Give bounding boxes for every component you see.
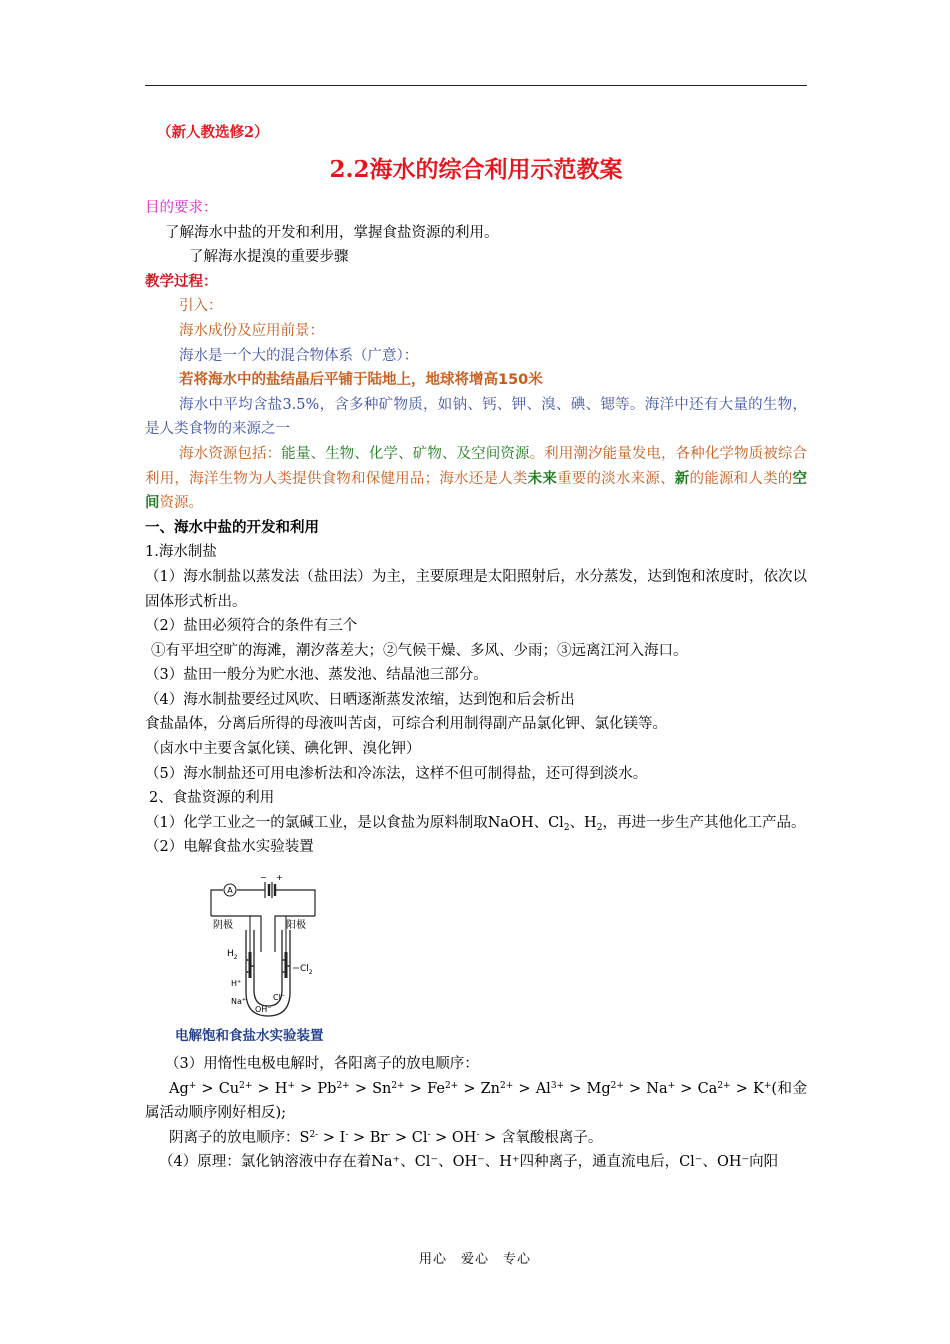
paragraph: （3）用惰性电极电解时，各阳离子的放电顺序： [165,1056,479,1073]
goals-heading: 目的要求： [145,200,218,216]
chlor-alkali-end: ，再进一步生产其他化工产品。 [602,814,806,831]
minerals-paragraph [145,393,807,442]
ammeter-label: A [227,886,233,896]
resources-list: 能量、生物、化学、矿物、及空间资源 [281,445,530,462]
resources-paragraph [145,442,807,516]
subsection-heading: 1.海水制盐 [145,544,217,561]
cation-series: $Ag^+ > Cu^{2+} > H^+ > Pb^{2+} > Sn^{2+} > Fe^{2+} > Zn^{2+} > Al^{3+} > Mg^{2+} > Na^+ > Ca^{2+} > K^+$ [169,1080,772,1097]
h-ion-label: H+ [231,979,242,989]
cation-order [145,1077,807,1126]
subsection-heading: 2、食盐资源的利用 [149,790,275,807]
paragraph: （3）盐田一般分为贮水池、蒸发池、结晶池三部分。 [145,667,488,684]
resources-future: 未来 [527,469,558,487]
cation-note: (和金属活动顺序刚好相反); [145,1080,808,1122]
resources-energy: 的能源和人类的 [689,470,793,487]
u-tube-outer [246,930,290,1016]
document-body [145,120,807,1175]
electrolysis-diagram [173,864,323,1024]
oh-ion-label: OH− [255,1005,272,1015]
paragraph: （4）海水制盐要经过风吹、日晒逐渐蒸发浓缩，达到饱和后会析出 [145,691,575,708]
figure-caption: 电解饱和食盐水实验装置 [175,1028,324,1045]
resources-water: 重要的淡水来源、 [557,470,675,487]
battery-minus: − [260,873,267,883]
edition-label: （新人教选修2） [157,124,269,141]
background-label: 海水成份及应用前景： [179,322,324,339]
chlor-alkali-h2: 、H [569,814,597,831]
paragraph: 食盐晶体，分离后所得的母液叫苦卤，可综合利用制得副产品氯化钾、氯化镁等。 [145,716,667,733]
paragraph: （1）化学工业之一的氯碱工业，是以食盐为原料制取NaOH、$Cl_2$、$H_2$，再进一步生产其他化工产品。 [145,814,806,833]
paragraph: ①有平坦空旷的海滩，潮汐落差大；②气候干燥、多风、少雨；③远离江河入海口。 [151,642,688,659]
resources-end: 资源。 [159,495,203,512]
anion-tail: > 含氧酸根离子。 [484,1129,603,1146]
page-title: 2.2海水的综合利用示范教案 [329,156,623,183]
cl2-label: $Cl_2$ [300,964,313,977]
anode-electrode [285,952,288,978]
header-rule [145,85,807,86]
goal-item: 了解海水中盐的开发和利用，掌握食盐资源的利用。 [165,224,499,241]
h2-label: $H_2$ [227,949,238,962]
paragraph: （5）海水制盐还可用电渗析法和冷冻法，这样不但可制得盐，还可得到淡水。 [145,765,648,782]
goal-item: 了解海水提溴的重要步骤 [189,249,349,266]
cathode-label: 阴极 [213,920,233,932]
intro-label: 引入： [179,298,223,315]
minerals-text: 海水中平均含盐3.5%，含多种矿物质，如钠、钙、钾、溴、碘、锶等。海洋中还有大量的生物，是人类食物的来源之一 [145,396,807,438]
process-heading: 教学过程： [145,272,218,290]
na-ion-label: Na+ [231,997,247,1007]
paragraph: （2）电解食盐水实验装置 [145,839,314,856]
salt-fact-text: 若将海水中的盐结晶后平铺于陆地上，地球将增高 [179,371,498,389]
chlor-alkali-text: （1）化学工业之一的氯碱工业，是以食盐为原料制取NaOH、Cl [145,814,564,831]
anion-label: 阴离子的放电顺序： [169,1129,300,1146]
paragraph: （卤水中主要含氯化镁、碘化钾、溴化钾） [145,741,421,758]
page-footer: 用心 爱心 专心 [418,1252,531,1267]
electrolysis-figure [145,860,807,1050]
anion-order: 阴离子的放电顺序：$S^{2-} > I^- > Br^- > Cl^- > OH^-$ > 含氧酸根离子。 [169,1129,603,1146]
salt-fact-number: 150米 [498,372,543,389]
cathode-electrode [249,952,252,978]
resources-body: 。利用潮汐能量发电，各种化学物质被综合利用，海洋生物为人类提供食物和保健用品；海水还是人类 [145,445,808,487]
mixture-line: 海水是一个大的混合物体系（广意）： [179,347,419,364]
resources-space: 空间 [145,469,808,512]
resources-new: 新 [674,469,690,487]
anode-label: 阳极 [286,920,306,932]
battery-plus: + [276,873,283,883]
paragraph: （4）原理：氯化钠溶液中存在着Na⁺、Cl⁻、OH⁻、H⁺四种离子，通直流电后，Cl⁻、OH⁻向阳 [159,1154,779,1171]
cl-ion-label: Cl− [273,993,286,1003]
salt-fact [145,368,807,393]
paragraph: （1）海水制盐以蒸发法（盐田法）为主，主要原理是太阳照射后，水分蒸发，达到饱和浓度时，依次以固体形式析出。 [145,568,807,610]
resources-lead: 海水资源包括： [179,445,282,462]
paragraph: （2）盐田必须符合的条件有三个 [145,618,358,635]
section-heading: 一、海水中盐的开发和利用 [145,518,319,536]
